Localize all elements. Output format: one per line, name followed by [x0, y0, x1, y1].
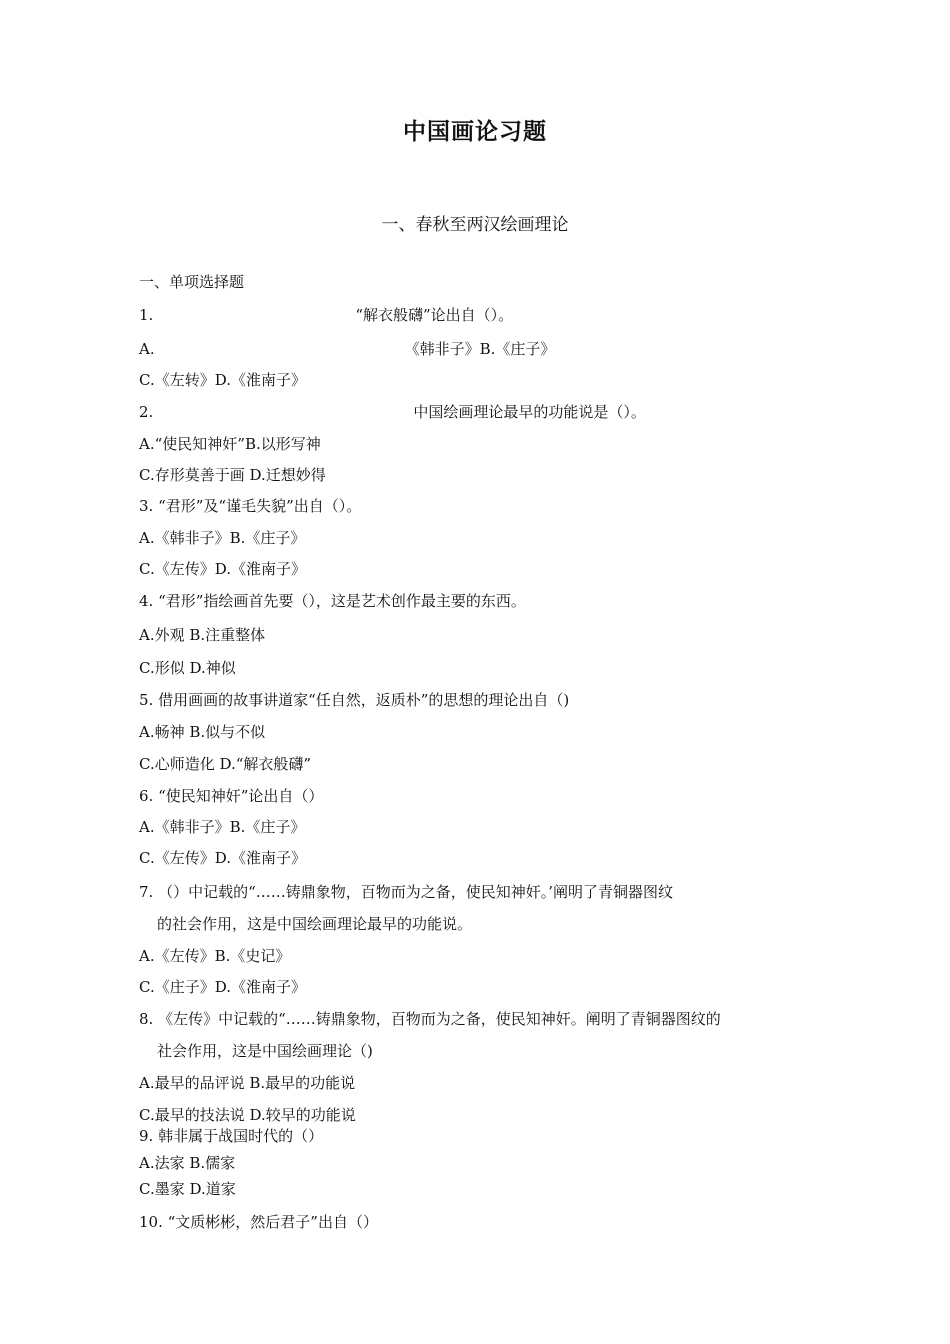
option-line: A.《韩非子》B.《庄子》: [139, 529, 306, 547]
option-line: A. 《韩非子》B.《庄子》: [139, 340, 556, 358]
option-line: C.墨家 D.道家: [139, 1180, 236, 1198]
question-line: 8. 《左传》中记载的“……铸鼎象物，百物而为之备，使民知神奸。阐明了青铜器图纹的: [139, 1010, 721, 1028]
option-line: A.《韩非子》B.《庄子》: [139, 818, 306, 836]
question-line-continued: 社会作用，这是中国绘画理论（): [157, 1042, 373, 1060]
question-line: 10. “文质彬彬，然后君子”出自（）: [139, 1213, 378, 1231]
option-line: C.存形莫善于画 D.迁想妙得: [139, 466, 326, 484]
option-line: C.心师造化 D.“解衣般礴”: [139, 755, 312, 773]
option-line: A.最早的品评说 B.最早的功能说: [139, 1074, 356, 1092]
question-line: 7. （）中记载的“……铸鼎象物，百物而为之备，使民知神奸。’阐明了青铜器图纹: [139, 883, 674, 901]
document-title: 中国画论习题: [403, 119, 547, 145]
option-line: A.法家 B.儒家: [139, 1154, 236, 1172]
option-line: C.《左传》D.《淮南子》: [139, 849, 306, 867]
option-line: C.最早的技法说 D.较早的功能说: [139, 1106, 356, 1124]
option-line: C.《庄子》D.《淮南子》: [139, 978, 306, 996]
option-line: A.“使民知神奸”B.以形写神: [139, 435, 321, 453]
option-line: A.外观 B.注重整体: [139, 626, 266, 644]
question-line: 1. “解衣般礴”论出自（）。: [139, 306, 514, 324]
question-line: 9. 韩非属于战国时代的（）: [139, 1127, 324, 1145]
section-heading: 一、春秋至两汉绘画理论: [381, 215, 569, 235]
option-line: A.《左传》B.《史记》: [139, 947, 291, 965]
option-line: C.《左转》D.《淮南子》: [139, 371, 306, 389]
question-line: 6. “使民知神奸”论出自（）: [139, 787, 324, 805]
question-line: 4. “君形”指绘画首先要（），这是艺术创作最主要的东西。: [139, 592, 526, 610]
part-heading: 一、单项选择题: [139, 273, 245, 291]
question-line: 5. 借用画画的故事讲道家“任自然，返质朴”的思想的理论出自（): [139, 691, 570, 709]
question-line-continued: 的社会作用，这是中国绘画理论最早的功能说。: [157, 915, 473, 933]
question-line: 3. “君形”及“谨毛失貌”出自（）。: [139, 497, 362, 515]
question-line: 2. 中国绘画理论最早的功能说是（）。: [139, 403, 646, 421]
option-line: C.《左传》D.《淮南子》: [139, 560, 306, 578]
option-line: A.畅神 B.似与不似: [139, 723, 266, 741]
option-line: C.形似 D.神似: [139, 659, 236, 677]
